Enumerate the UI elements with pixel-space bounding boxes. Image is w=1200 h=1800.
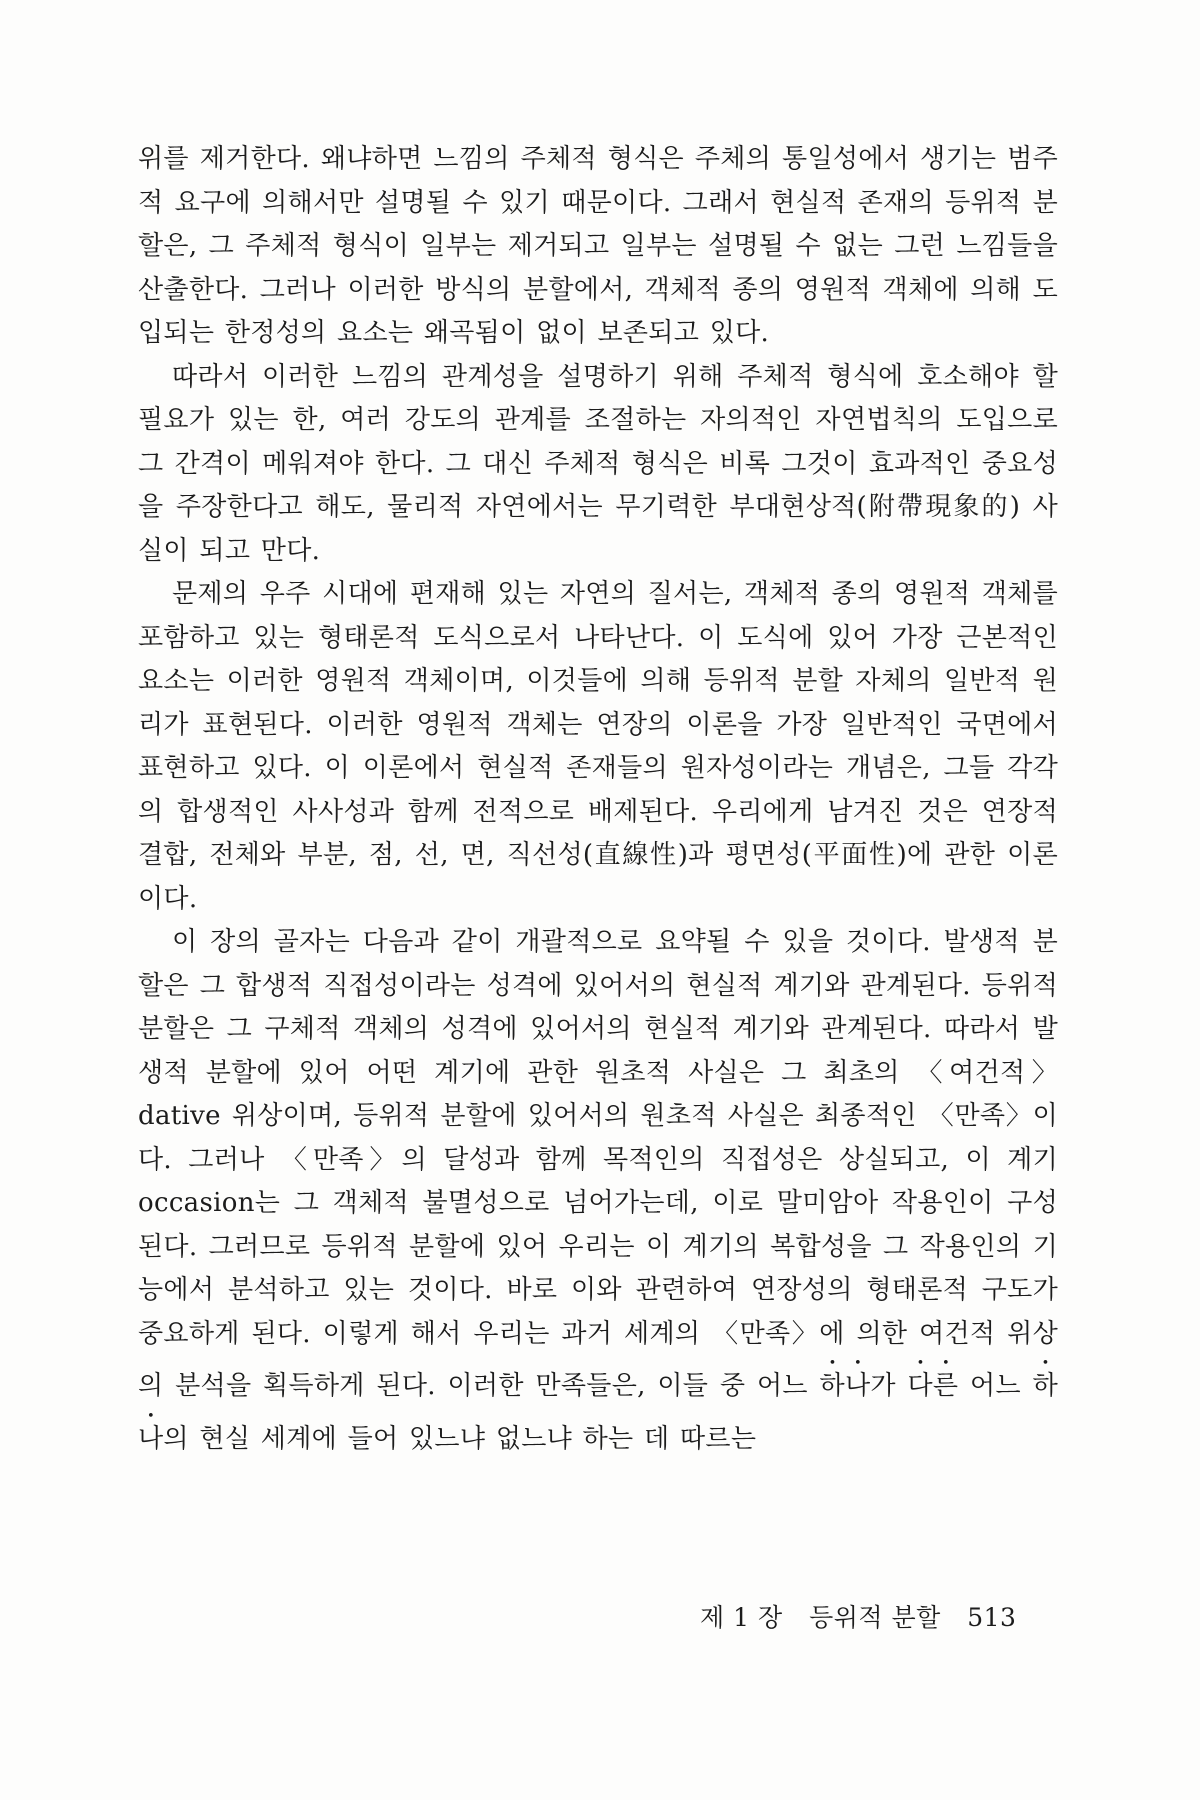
paragraph-1: 위를 제거한다. 왜냐하면 느낌의 주체적 형식은 주체의 통일성에서 생기는 범주적 요구에 의해서만 설명될 수 있기 때문이다. 그래서 현실적 존재의 등위적 분할은, 그 주체적 형식이 일부는 제거되고 일부는 설명될 수 없는 그런 느낌들을 산출한다. 그러나 이러한 방식의 분할에서, 객체적 종의 영원적 객체에 의해 도입되는 한정성의 요소는 왜곡됨이 없이 보존되고 있다. [138, 144, 1058, 348]
paragraph-4-text-end: 의 현실 세계에 들어 있느냐 없느냐 하는 데 따르는 [163, 1423, 757, 1454]
paragraph-3: 문제의 우주 시대에 편재해 있는 자연의 질서는, 객체적 종의 영원적 객체를 포함하고 있는 형태론적 도식으로서 나타난다. 이 도식에 있어 가장 근본적인 요소는 이러한 영원적 객체이며, 이것들에 의해 등위적 분할 자체의 일반적 원리가 표현된다. 이러한 영원적 객체는 연장의 이론을 가장 일반적인 국면에서 표현하고 있다. 이 이론에서 현실적 존재들의 원자성이라는 개념은, 그들 각각의 합생적인 사사성과 함께 전적으로 배제된다. 우리에게 남겨진 것은 연장적 결합, 전체와 부분, 점, 선, 면, 직선성(直線性)과 평면성(平面性)에 관한 이론이다. [138, 579, 1058, 914]
paragraph-4 [138, 921, 1058, 1461]
chapter-label: 제 1 장 [700, 1603, 783, 1632]
paragraph-4-text: 이 장의 골자는 다음과 같이 개괄적으로 요약될 수 있을 것이다. 발생적 분할은 그 합생적 직접성이라는 성격에 있어서의 현실적 계기와 관계된다. 등위적 분할은 그 구체적 객체의 성격에 있어서의 현실적 계기와 관계된다. 따라서 발생적 분할에 있어 어떤 계기에 관한 원초적 사실은 그 최초의 〈여건적〉dative 위상이며, 등위적 분할에 있어서의 원초적 사실은 최종적인 〈만족〉이다. 그러나 〈만족〉의 달성과 함께 목적인의 직접성은 상실되고, 이 계기 occasion는 그 객체적 불멸성으로 넘어가는데, 이로 말미암아 작용인이 구성된다. 그러므로 등위적 분할에 있어 우리는 이 계기의 복합성을 그 작용인의 기능에서 분석하고 있는 것이다. 바로 이와 관련하여 연장성의 형태론적 구도가 중요하게 된다. 이렇게 해서 우리는 과거 세계의 〈만족〉에 의한 여건적 위상의 분석을 획득하게 된다. 이러한 만족들은, 이들 중 어느 [138, 927, 1058, 1401]
body-text [138, 138, 1058, 1461]
page-number: 513 [967, 1603, 1017, 1632]
emphasis-word: 하나 [819, 1371, 871, 1401]
paragraph-2: 따라서 이러한 느낌의 관계성을 설명하기 위해 주체적 형식에 호소해야 할 필요가 있는 한, 여러 강도의 관계를 조절하는 자의적인 자연법칙의 도입으로 그 간격이 메워져야 한다. 그 대신 주체적 형식은 비록 그것이 효과적인 중요성을 주장한다고 해도, 물리적 자연에서는 무기력한 부대현상적(附帶現象的) 사실이 되고 만다. [138, 361, 1058, 566]
chapter-title: 등위적 분할 [809, 1603, 941, 1632]
running-footer [700, 1598, 1030, 1634]
emphasis-word: 하나 [138, 1371, 1059, 1454]
paragraph-4-text-cont: 가 [870, 1371, 908, 1401]
emphasis-word: 다른 [907, 1371, 959, 1401]
paragraph-4-text-cont: 어느 [958, 1371, 1033, 1401]
